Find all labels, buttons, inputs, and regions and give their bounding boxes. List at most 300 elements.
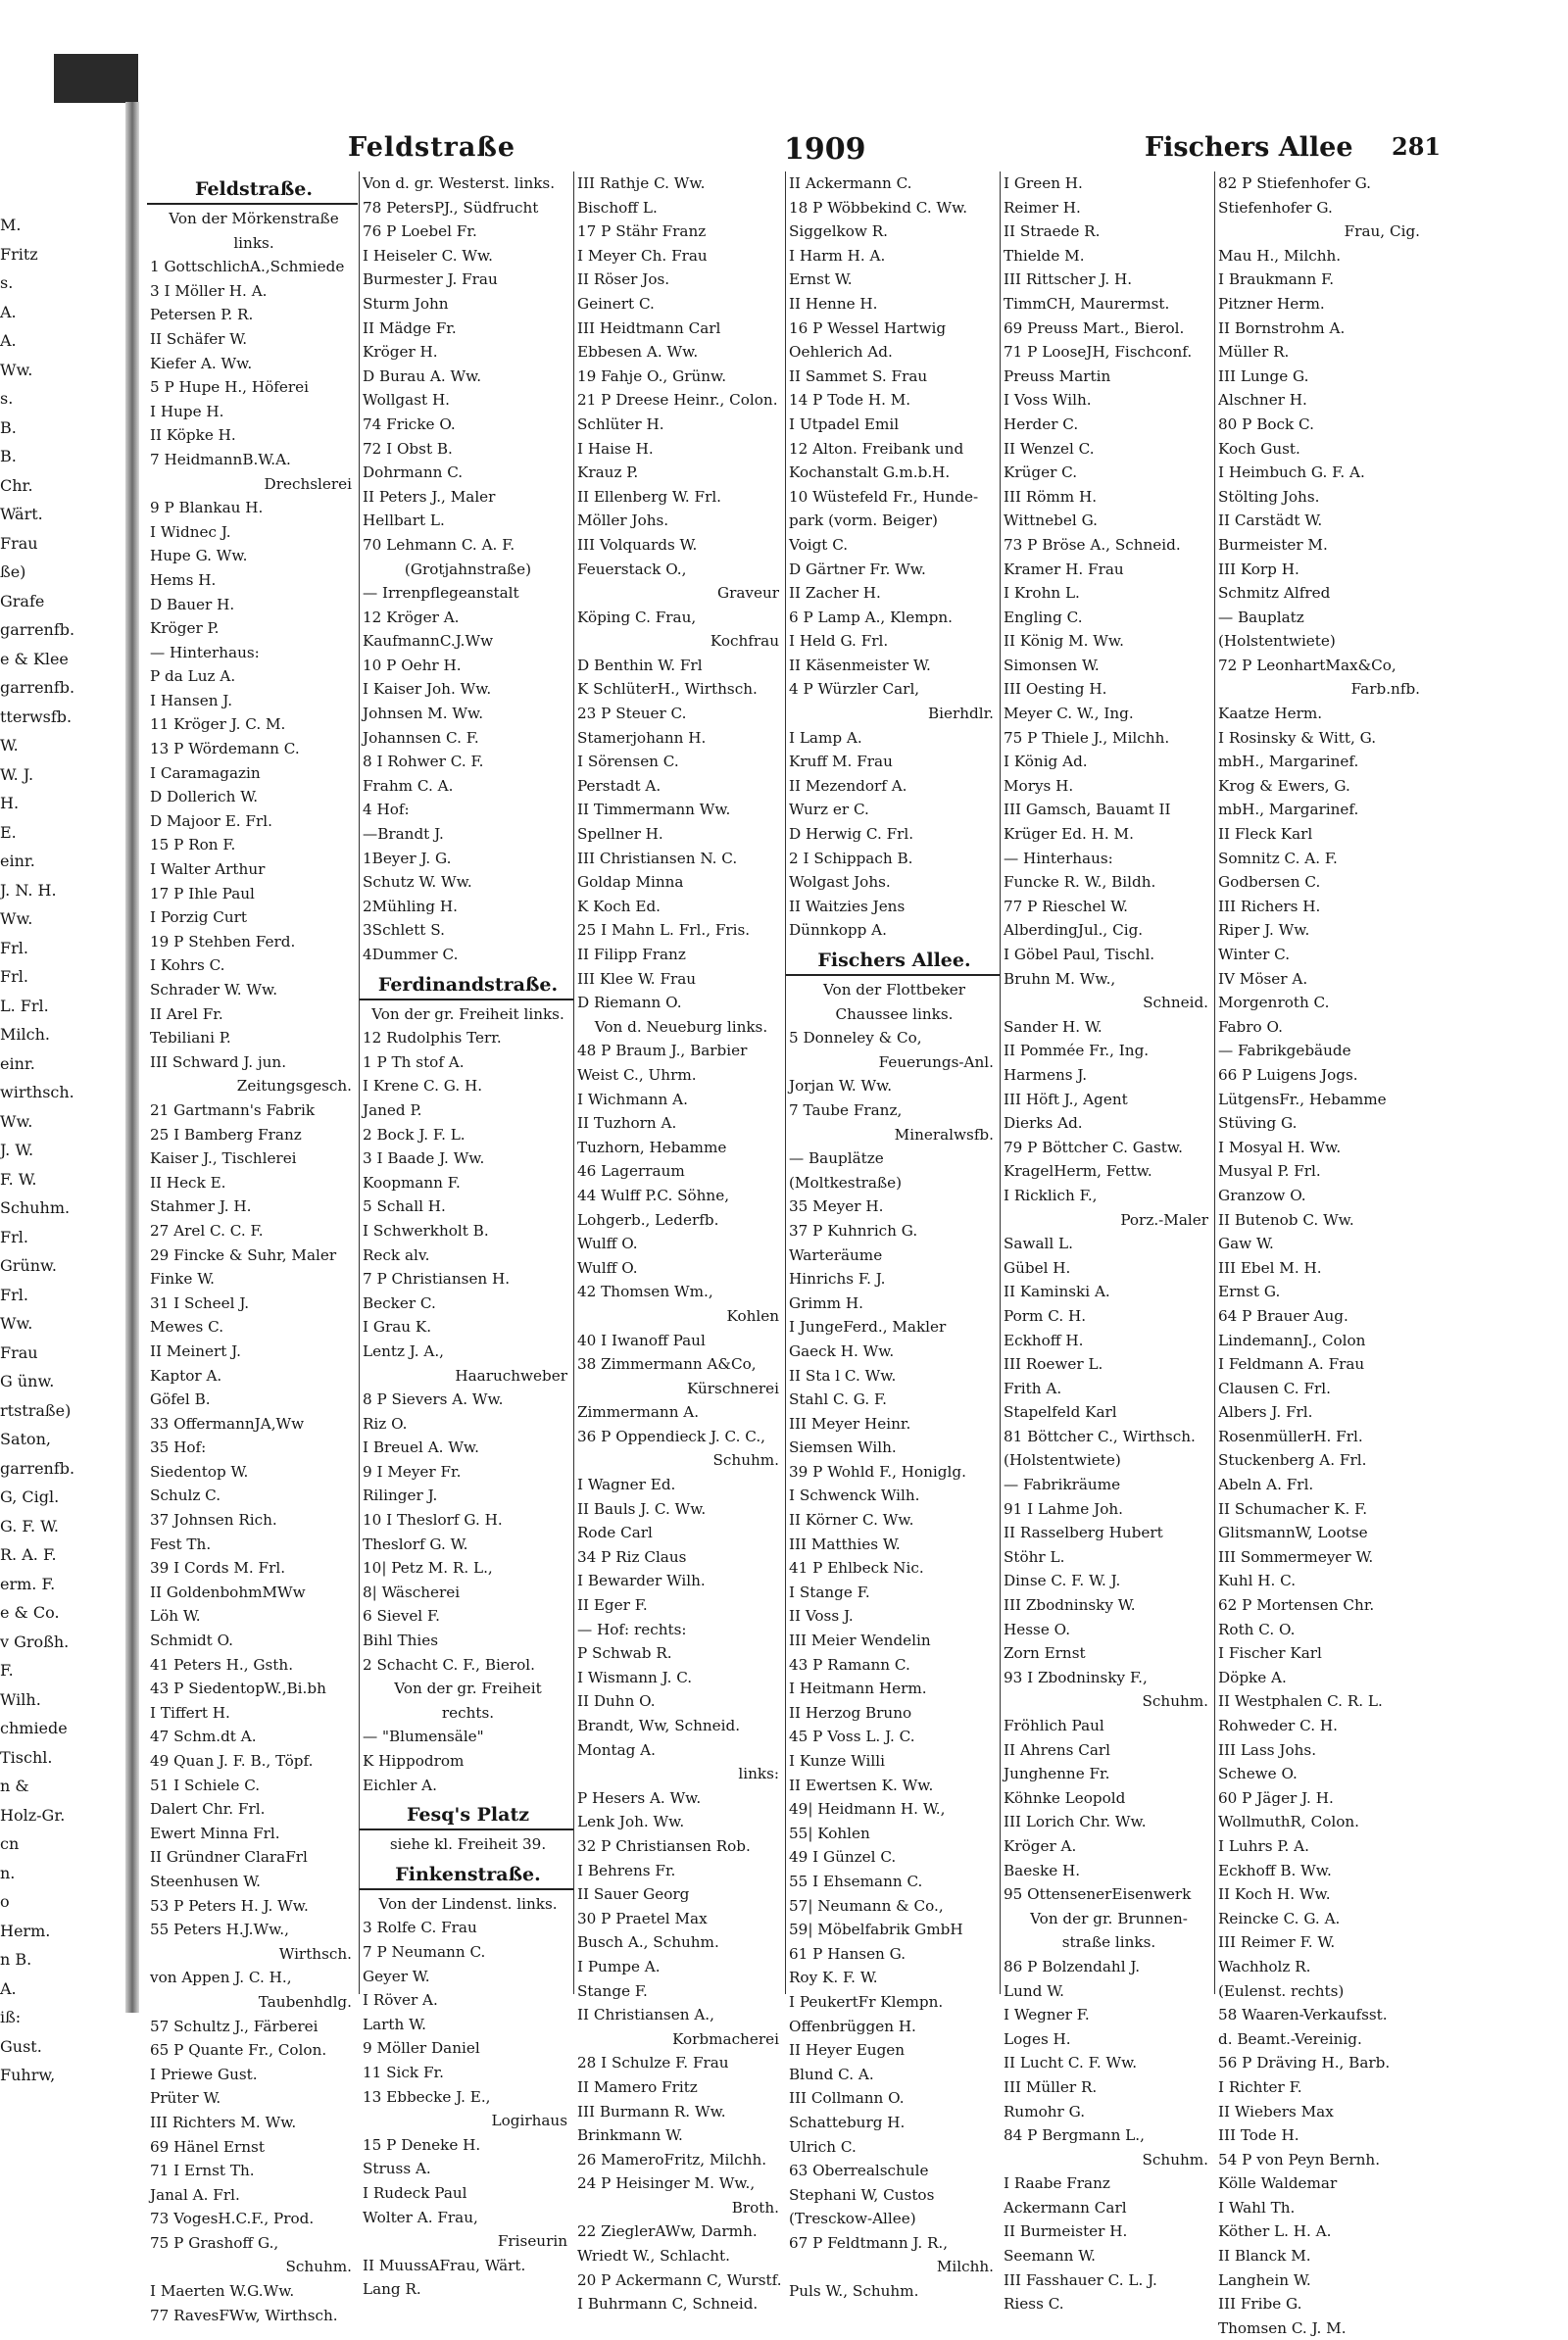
directory-entry: Sturm John bbox=[363, 294, 449, 313]
fragment-line: o bbox=[0, 1892, 10, 1911]
directory-entry: 84 P Bergmann L., bbox=[1004, 2126, 1145, 2145]
directory-entry: Taubenhdlg. bbox=[258, 1992, 352, 2011]
directory-entry: 31 I Scheel J. bbox=[150, 1293, 250, 1312]
directory-entry: I Krene C. G. H. bbox=[363, 1077, 483, 1096]
directory-entry: II Mezendorf A. bbox=[789, 776, 907, 795]
fragment-line: G, Cigl. bbox=[0, 1487, 60, 1506]
fragment-line: erm. F. bbox=[0, 1574, 56, 1593]
directory-entry: 2 I Schippach B. bbox=[789, 849, 913, 867]
directory-entry: KaufmannC.J.Ww bbox=[363, 632, 494, 651]
directory-entry: 6 P Lamp A., Klempn. bbox=[789, 608, 954, 626]
book-gutter bbox=[125, 102, 139, 2013]
directory-entry: Chaussee links. bbox=[835, 1004, 954, 1023]
directory-entry: 2 Schacht C. F., Bierol. bbox=[363, 1655, 535, 1674]
directory-entry: Stamerjohann H. bbox=[577, 728, 707, 747]
fragment-line: B. bbox=[0, 447, 17, 465]
directory-entry: Jorjan W. Ww. bbox=[789, 1077, 893, 1096]
directory-entry: D Bauer H. bbox=[150, 595, 235, 613]
directory-entry: Kiefer A. Ww. bbox=[150, 354, 253, 372]
fragment-line: einr. bbox=[0, 852, 35, 870]
directory-entry: I Heiseler C. Ww. bbox=[363, 246, 493, 265]
directory-entry: I Utpadel Emil bbox=[789, 414, 900, 433]
directory-entry: Prüter W. bbox=[150, 2089, 221, 2108]
column-5 bbox=[1000, 171, 1214, 2314]
directory-entry: Baeske H. bbox=[1004, 1861, 1081, 1879]
fragment-line: Gust. bbox=[0, 2036, 42, 2056]
directory-entry: Frau, Cig. bbox=[1344, 222, 1420, 241]
directory-entry: II König M. Ww. bbox=[1004, 632, 1124, 651]
directory-entry: Simonsen W. bbox=[1004, 656, 1100, 674]
directory-entry: III Lorich Chr. Ww. bbox=[1004, 1813, 1147, 1831]
fragment-line: L. Frl. bbox=[0, 996, 49, 1015]
directory-entry: I König Ad. bbox=[1004, 753, 1088, 771]
directory-entry: 71 P LooseJH, Fischconf. bbox=[1004, 343, 1193, 362]
directory-entry: 69 Hänel Ernst bbox=[150, 2137, 265, 2156]
directory-entry: Kuhl H. C. bbox=[1218, 1572, 1297, 1590]
directory-entry: I Tiffert H. bbox=[150, 1703, 230, 1722]
directory-entry: 23 P Steuer C. bbox=[577, 705, 687, 723]
directory-entry: I Lamp A. bbox=[789, 728, 862, 747]
directory-entry: 20 P Ackermann C, Wurstf. bbox=[577, 2270, 782, 2289]
directory-entry: Schrader W. Ww. bbox=[150, 981, 278, 999]
directory-entry: 10 Wüstefeld Fr., Hunde- bbox=[789, 487, 979, 506]
directory-entry: D Riemann O. bbox=[577, 994, 682, 1012]
directory-entry: II Wiebers Max bbox=[1218, 2102, 1334, 2121]
directory-entry: Schatteburg H. bbox=[789, 2113, 906, 2131]
directory-entry: II Sta l C. Ww. bbox=[789, 1366, 897, 1385]
directory-entry: Zorn Ernst bbox=[1004, 1644, 1086, 1663]
directory-entry: 8 P Sievers A. Ww. bbox=[363, 1390, 504, 1409]
page-number: 281 bbox=[1392, 132, 1442, 161]
directory-entry: 7 Taube Franz, bbox=[789, 1100, 903, 1119]
directory-entry: III Klee W. Frau bbox=[577, 969, 697, 988]
directory-entry: straße links. bbox=[1061, 1933, 1156, 1952]
column-6 bbox=[1214, 171, 1426, 2337]
directory-entry: Wolter A. Frau, bbox=[363, 2208, 478, 2226]
directory-entry: Stephani W, Custos bbox=[789, 2185, 935, 2204]
directory-entry: Struss A. bbox=[363, 2160, 431, 2178]
directory-entry: I Grau K. bbox=[363, 1318, 432, 1337]
directory-entry: Pitzner Herm. bbox=[1218, 294, 1325, 313]
directory-entry: II Ellenberg W. Frl. bbox=[577, 487, 722, 506]
directory-entry: II Mädge Fr. bbox=[363, 318, 457, 337]
directory-entry: 10| Petz M. R. L., bbox=[363, 1559, 493, 1578]
directory-entry: Kochfrau bbox=[710, 632, 779, 651]
directory-entry: Thomsen C. J. M. bbox=[1218, 2318, 1347, 2337]
directory-entry: D Burau A. Ww. bbox=[363, 366, 482, 385]
directory-entry: GlitsmannW, Lootse bbox=[1218, 1524, 1368, 1542]
directory-entry: III Rathje C. Ww. bbox=[577, 174, 706, 192]
directory-entry: (Grotjahnstraße) bbox=[404, 560, 532, 578]
directory-entry: 9 I Meyer Fr. bbox=[363, 1462, 462, 1481]
directory-entry: Schmitz Alfred bbox=[1218, 584, 1331, 603]
directory-entry: Voigt C. bbox=[789, 535, 849, 554]
directory-entry: Ewert Minna Frl. bbox=[150, 1824, 280, 1842]
fragment-line: rtstraße) bbox=[0, 1400, 72, 1420]
directory-entry: I Richter F. bbox=[1218, 2077, 1302, 2096]
directory-entry: Müller R. bbox=[1218, 343, 1290, 362]
fragment-line: garrenfb. bbox=[0, 620, 75, 639]
directory-entry: K SchlüterH., Wirthsch. bbox=[577, 680, 758, 699]
directory-entry: 47 Schm.dt A. bbox=[150, 1728, 257, 1746]
directory-entry: 26 MameroFritz, Milchh. bbox=[577, 2150, 767, 2169]
fragment-line: tterwsfb. bbox=[0, 707, 73, 726]
fragment-line: Frl. bbox=[0, 938, 28, 957]
directory-entry: I Schwerkholt B. bbox=[363, 1221, 489, 1240]
directory-entry: 21 P Dreese Heinr., Colon. bbox=[577, 391, 778, 410]
directory-entry: Puls W., Schuhm. bbox=[789, 2282, 919, 2301]
directory-entry: 72 I Obst B. bbox=[363, 439, 453, 458]
directory-entry: Wriedt W., Schlacht. bbox=[577, 2247, 730, 2266]
directory-entry: 32 P Christiansen Rob. bbox=[577, 1836, 751, 1855]
directory-entry: 9 Möller Daniel bbox=[363, 2039, 480, 2058]
directory-entry: Mau H., Milchh. bbox=[1218, 246, 1342, 265]
directory-entry: Abeln A. Frl. bbox=[1218, 1476, 1314, 1494]
directory-entry: Zimmermann A. bbox=[577, 1403, 700, 1422]
directory-entry: Rumohr G. bbox=[1004, 2102, 1086, 2121]
street-heading: Ferdinandstraße. bbox=[360, 971, 573, 1000]
directory-entry: Brandt, Ww, Schneid. bbox=[577, 1717, 741, 1734]
fragment-line: E. bbox=[0, 822, 17, 842]
directory-entry: 73 VogesH.C.F., Prod. bbox=[150, 2210, 315, 2228]
directory-entry: I Hupe H. bbox=[150, 402, 224, 420]
directory-entry: (Tresckow-Allee) bbox=[789, 2210, 916, 2228]
directory-entry: I Buhrmann C, Schneid. bbox=[577, 2295, 759, 2314]
directory-entry: I Rosinsky & Witt, G. bbox=[1218, 728, 1377, 747]
directory-entry: Offenbrüggen H. bbox=[789, 2017, 916, 2035]
directory-entry: 12 Rudolphis Terr. bbox=[363, 1029, 502, 1048]
directory-entry: II Pommée Fr., Ing. bbox=[1004, 1042, 1150, 1060]
directory-entry: I Feldmann A. Frau bbox=[1218, 1355, 1365, 1374]
directory-entry: I Haise H. bbox=[577, 439, 654, 458]
directory-entry: Reimer H. bbox=[1004, 198, 1081, 217]
directory-entry: Montag A. bbox=[577, 1740, 656, 1759]
directory-entry: II Peters J., Maler bbox=[363, 487, 496, 506]
directory-entry: Roy K. F. W. bbox=[789, 1969, 878, 1987]
directory-entry: Fabro O. bbox=[1218, 1017, 1283, 1036]
directory-entry: II Rasselberg Hubert bbox=[1004, 1524, 1163, 1542]
directory-entry: II Filipp Franz bbox=[577, 946, 686, 963]
directory-entry: 55 I Ehsemann C. bbox=[789, 1872, 923, 1890]
directory-entry: III Tode H. bbox=[1218, 2126, 1299, 2145]
directory-entry: Kochanstalt G.m.b.H. bbox=[789, 463, 951, 482]
directory-entry: Wittnebel G. bbox=[1004, 512, 1098, 530]
directory-entry: 3Schlett S. bbox=[363, 921, 445, 940]
directory-entry: I Meyer Ch. Frau bbox=[577, 246, 708, 265]
directory-entry: Broth. bbox=[731, 2198, 779, 2217]
directory-entry: — Fabrikräume bbox=[1004, 1476, 1121, 1494]
directory-entry: I Wismann J. C. bbox=[577, 1668, 693, 1686]
directory-entry: Grimm H. bbox=[789, 1293, 863, 1312]
directory-entry: Ulrich C. bbox=[789, 2137, 857, 2156]
directory-entry: III Römm H. bbox=[1004, 487, 1098, 506]
directory-entry: 7 P Neumann C. bbox=[363, 1942, 486, 1961]
directory-entry: 63 Oberrealschule bbox=[789, 2162, 929, 2180]
directory-entry: Gaw W. bbox=[1218, 1235, 1274, 1253]
directory-entry: Hupe G. Ww. bbox=[150, 547, 248, 565]
directory-entry: II Wenzel C. bbox=[1004, 439, 1095, 458]
directory-entry: 75 P Grashoff G., bbox=[150, 2233, 279, 2252]
directory-entry: Finke W. bbox=[150, 1270, 215, 1289]
directory-entry: D Herwig C. Frl. bbox=[789, 825, 914, 844]
directory-entry: I Fischer Karl bbox=[1218, 1644, 1322, 1663]
fragment-line: Tischl. bbox=[0, 1747, 53, 1767]
directory-entry: Hellbart L. bbox=[363, 512, 445, 530]
directory-entry: 41 P Ehlbeck Nic. bbox=[789, 1559, 924, 1578]
directory-entry: 37 P Kuhnrich G. bbox=[789, 1221, 918, 1240]
directory-entry: Zeitungsgesch. bbox=[236, 1077, 352, 1096]
directory-entry: II Sauer Georg bbox=[577, 1885, 690, 1904]
directory-entry: Busch A., Schuhm. bbox=[577, 1933, 719, 1952]
fragment-line: F. W. bbox=[0, 1169, 37, 1189]
directory-entry: II Köpke H. bbox=[150, 426, 236, 445]
directory-entry: 70 Lehmann C. A. F. bbox=[363, 535, 515, 554]
directory-entry: Junghenne Fr. bbox=[1004, 1765, 1110, 1783]
directory-entry: — Bauplätze bbox=[789, 1149, 884, 1168]
directory-entry: 79 P Böttcher C. Gastw. bbox=[1004, 1138, 1183, 1156]
directory-entry: — Hinterhaus: bbox=[150, 643, 260, 661]
directory-entry: III Höft J., Agent bbox=[1004, 1090, 1128, 1108]
directory-entry: II Timmermann Ww. bbox=[577, 801, 731, 819]
directory-entry: Morgenroth C. bbox=[1218, 994, 1330, 1012]
directory-entry: LindemannJ., Colon bbox=[1218, 1331, 1366, 1349]
directory-entry: Bierhdlr. bbox=[927, 705, 994, 723]
directory-entry: Burmeister M. bbox=[1218, 535, 1328, 554]
directory-entry: I Green H. bbox=[1004, 174, 1083, 192]
directory-entry: I Pumpe A. bbox=[577, 1957, 661, 1975]
directory-entry: Logirhaus bbox=[491, 2112, 567, 2130]
directory-entry: 4Dummer C. bbox=[363, 946, 459, 963]
directory-entry: Bischoff L. bbox=[577, 198, 658, 217]
fragment-line: Saton, bbox=[0, 1430, 51, 1448]
directory-entry: Seemann W. bbox=[1004, 2247, 1097, 2266]
directory-entry: Ackermann Carl bbox=[1004, 2198, 1127, 2217]
directory-entry: I Raabe Franz bbox=[1004, 2174, 1110, 2193]
directory-entry: Kröger A. bbox=[1004, 1836, 1077, 1855]
directory-entry: II Körner C. Ww. bbox=[789, 1511, 914, 1530]
directory-entry: Granzow O. bbox=[1218, 1186, 1306, 1204]
directory-entry: 60 P Jäger J. H. bbox=[1218, 1788, 1334, 1807]
directory-entry: Janed P. bbox=[363, 1100, 422, 1119]
directory-entry: Wirthsch. bbox=[278, 1944, 352, 1963]
directory-entry: 35 Meyer H. bbox=[789, 1197, 884, 1216]
directory-entry: Kruff M. Frau bbox=[789, 753, 893, 771]
directory-entry: Eckhoff B. Ww. bbox=[1218, 1861, 1332, 1879]
directory-entry: 66 P Luigens Jogs. bbox=[1218, 1065, 1358, 1084]
directory-entry: D Dollerich W. bbox=[150, 788, 259, 806]
directory-entry: 37 Johnsen Rich. bbox=[150, 1511, 277, 1530]
page-header bbox=[147, 132, 1442, 171]
directory-entry: 38 Zimmermann A&Co, bbox=[577, 1355, 757, 1374]
fragment-line: J. N. H. bbox=[0, 880, 57, 900]
directory-entry: 49 Quan J. F. B., Töpf. bbox=[150, 1752, 314, 1770]
directory-entry: I Voss Wilh. bbox=[1004, 391, 1092, 410]
directory-entry: II Zacher H. bbox=[789, 584, 881, 603]
directory-entry: Kröger P. bbox=[150, 619, 220, 638]
directory-entry: II Burmeister H. bbox=[1004, 2222, 1128, 2241]
directory-entry: Von der gr. Freiheit bbox=[394, 1680, 542, 1698]
directory-entry: 56 P Dräving H., Barb. bbox=[1218, 2054, 1391, 2072]
fragment-line: Wilh. bbox=[0, 1689, 41, 1709]
fragment-line: Grünw. bbox=[0, 1256, 57, 1275]
fragment-line: G. F. W. bbox=[0, 1516, 59, 1536]
directory-entry: II Duhn O. bbox=[577, 1692, 656, 1711]
directory-entry: Lund W. bbox=[1004, 1981, 1064, 2000]
directory-entry: Farb.nfb. bbox=[1350, 680, 1420, 699]
directory-entry: I Harm H. A. bbox=[789, 246, 886, 265]
directory-entry: II Voss J. bbox=[789, 1607, 854, 1626]
directory-entry: 9 P Blankau H. bbox=[150, 499, 264, 517]
directory-entry: 67 P Feldtmann J. R., bbox=[789, 2233, 949, 2252]
directory-entry: 28 I Schulze F. Frau bbox=[577, 2054, 729, 2072]
column-2 bbox=[359, 171, 573, 2299]
directory-entry: 1Beyer J. G. bbox=[363, 849, 452, 867]
directory-entry: Dalert Chr. Frl. bbox=[150, 1800, 266, 1819]
directory-entry: 8| Wäscherei bbox=[363, 1583, 461, 1601]
directory-entry: Loges H. bbox=[1004, 2029, 1071, 2048]
fragment-line: n B. bbox=[0, 1950, 32, 1969]
directory-entry: Ebbesen A. Ww. bbox=[577, 343, 699, 362]
directory-entry: I Kohrs C. bbox=[150, 956, 225, 975]
directory-entry: 77 RavesFWw, Wirthsch. bbox=[150, 2306, 338, 2324]
directory-entry: 45 P Voss L. J. C. bbox=[789, 1728, 915, 1746]
directory-entry: 39 I Cords M. Frl. bbox=[150, 1559, 286, 1578]
directory-entry: 80 P Bock C. bbox=[1218, 414, 1314, 433]
directory-entry: 62 P Mortensen Chr. bbox=[1218, 1596, 1375, 1615]
directory-entry: 93 I Zbodninsky F., bbox=[1004, 1668, 1148, 1686]
directory-entry: II Ackermann C. bbox=[789, 174, 912, 192]
directory-entry: Milchh. bbox=[936, 2258, 994, 2276]
street-heading: Fesq's Platz bbox=[360, 1801, 573, 1830]
directory-entry: Riess C. bbox=[1004, 2295, 1064, 2314]
directory-entry: Reincke C. G. A. bbox=[1218, 1909, 1341, 1927]
directory-entry: I Wagner Ed. bbox=[577, 1476, 676, 1494]
directory-entry: Stüving G. bbox=[1218, 1114, 1298, 1133]
directory-entry: Korbmacherei bbox=[672, 2029, 779, 2048]
directory-entry: II Ewertsen K. Ww. bbox=[789, 1776, 934, 1794]
directory-entry: III Fribe G. bbox=[1218, 2295, 1302, 2314]
previous-page-fragment bbox=[0, 211, 118, 2084]
directory-entry: I Rudeck Paul bbox=[363, 2183, 467, 2202]
directory-entry: Fröhlich Paul bbox=[1004, 1717, 1104, 1734]
fragment-line: Frl. bbox=[0, 1227, 28, 1246]
directory-entry: Von der Lindenst. links. bbox=[378, 1894, 558, 1913]
directory-entry: (Holstentwiete) bbox=[1218, 632, 1336, 651]
directory-entry: III Richters M. Ww. bbox=[150, 2113, 297, 2131]
directory-entry: Schuhm. bbox=[712, 1451, 779, 1470]
directory-entry: Friseurin bbox=[497, 2232, 567, 2251]
directory-entry: Haaruchweber bbox=[455, 1366, 567, 1385]
directory-entry: Harmens J. bbox=[1004, 1065, 1088, 1084]
directory-entry: III Burmann R. Ww. bbox=[577, 2102, 726, 2121]
directory-entry: Riz O. bbox=[363, 1414, 408, 1433]
directory-entry: 5 Donneley & Co, bbox=[789, 1029, 922, 1048]
fragment-line: ße) bbox=[0, 562, 26, 581]
directory-entry: Tuzhorn, Hebamme bbox=[577, 1138, 727, 1156]
directory-entry: Thielde M. bbox=[1004, 246, 1085, 265]
directory-entry: Gaeck H. Ww. bbox=[789, 1341, 895, 1360]
directory-entry: II Fleck Karl bbox=[1218, 825, 1313, 844]
directory-entry: 6 Sievel F. bbox=[363, 1607, 440, 1626]
directory-entry: Geyer W. bbox=[363, 1967, 430, 1985]
directory-entry: I Widnec J. bbox=[150, 522, 231, 541]
directory-entry: 21 Gartmann's Fabrik bbox=[150, 1100, 316, 1119]
directory-entry: 73 P Bröse A., Schneid. bbox=[1004, 535, 1181, 554]
directory-entry: Koopmann F. bbox=[363, 1173, 461, 1192]
directory-entry: II Butenob C. Ww. bbox=[1218, 1210, 1354, 1229]
directory-entry: Blund C. A. bbox=[789, 2065, 874, 2083]
fragment-line: R. A. F. bbox=[0, 1545, 57, 1564]
directory-entry: Von d. Neueburg links. bbox=[594, 1017, 768, 1036]
directory-entry: Schutz W. Ww. bbox=[363, 873, 472, 892]
directory-entry: III Korp H. bbox=[1218, 560, 1299, 578]
directory-entry: RosenmüllerH. Frl. bbox=[1218, 1427, 1363, 1445]
directory-entry: II Ahrens Carl bbox=[1004, 1740, 1111, 1759]
running-head-right: Fischers Allee bbox=[1145, 132, 1353, 163]
directory-entry: park (vorm. Beiger) bbox=[789, 512, 938, 530]
directory-entry: Schmidt O. bbox=[150, 1632, 233, 1650]
fragment-line: Milch. bbox=[0, 1025, 50, 1044]
directory-entry: Preuss Martin bbox=[1004, 366, 1111, 385]
directory-entry: 5 P Hupe H., Höferei bbox=[150, 378, 309, 397]
directory-entry: links. bbox=[233, 233, 274, 252]
fragment-line: iß: bbox=[0, 2008, 22, 2026]
directory-entry: III Lass Johs. bbox=[1218, 1740, 1317, 1759]
directory-entry: Von der gr. Brunnen- bbox=[1030, 1909, 1188, 1927]
directory-entry: Geinert C. bbox=[577, 294, 655, 313]
fragment-line: Frau bbox=[0, 1342, 38, 1362]
directory-entry: 74 Fricke O. bbox=[363, 414, 456, 433]
directory-entry: 25 I Bamberg Franz bbox=[150, 1125, 302, 1144]
directory-entry: von Appen J. C. H., bbox=[150, 1969, 292, 1987]
directory-entry: Spellner H. bbox=[577, 825, 663, 844]
directory-entry: II Sammet S. Frau bbox=[789, 366, 928, 385]
fragment-line: Frau bbox=[0, 533, 38, 553]
directory-entry: Lentz J. A., bbox=[363, 1341, 444, 1360]
directory-entry: Stapelfeld Karl bbox=[1004, 1403, 1117, 1422]
directory-entry: 75 P Thiele J., Milchh. bbox=[1004, 728, 1170, 747]
fragment-line: Herm. bbox=[0, 1921, 51, 1940]
fragment-line: J. W. bbox=[0, 1141, 34, 1159]
directory-entry: I Held G. Frl. bbox=[789, 632, 889, 651]
directory-entry: Köhnke Leopold bbox=[1004, 1788, 1126, 1807]
directory-entry: Roth C. O. bbox=[1218, 1620, 1296, 1638]
directory-entry: I Walter Arthur bbox=[150, 860, 266, 879]
directory-entry: 13 Ebbecke J. E., bbox=[363, 2087, 491, 2106]
directory-entry: 12 Alton. Freibank und bbox=[789, 439, 964, 458]
directory-entry: I Priewe Gust. bbox=[150, 2065, 258, 2083]
directory-entry: 57 Schultz J., Färberei bbox=[150, 2017, 318, 2035]
directory-entry: Alschner H. bbox=[1218, 391, 1307, 410]
fragment-line: Ww. bbox=[0, 1111, 33, 1131]
directory-entry: II Eger F. bbox=[577, 1596, 648, 1615]
directory-entry: Engling C. bbox=[1004, 608, 1083, 626]
directory-entry: II Lucht C. F. Ww. bbox=[1004, 2054, 1138, 2072]
directory-entry: Kohlen bbox=[726, 1306, 779, 1325]
directory-entry: Möller Johs. bbox=[577, 512, 669, 530]
directory-entry: 11 Kröger J. C. M. bbox=[150, 715, 286, 734]
directory-entry: I Wahl Th. bbox=[1218, 2198, 1296, 2217]
directory-entry: Fest Th. bbox=[150, 1535, 212, 1553]
directory-entry: III Fasshauer C. L. J. bbox=[1004, 2270, 1157, 2289]
directory-entry: 1 P Th stof A. bbox=[363, 1052, 465, 1071]
directory-entry: III Zbodninsky W. bbox=[1004, 1596, 1136, 1615]
directory-entry: III Richers H. bbox=[1218, 897, 1321, 915]
directory-entry: Schuhm. bbox=[1142, 1692, 1208, 1711]
directory-entry: 69 Preuss Mart., Bierol. bbox=[1004, 318, 1185, 337]
directory-entry: II Carstädt W. bbox=[1218, 512, 1323, 530]
directory-entry: 27 Arel C. C. F. bbox=[150, 1221, 264, 1240]
